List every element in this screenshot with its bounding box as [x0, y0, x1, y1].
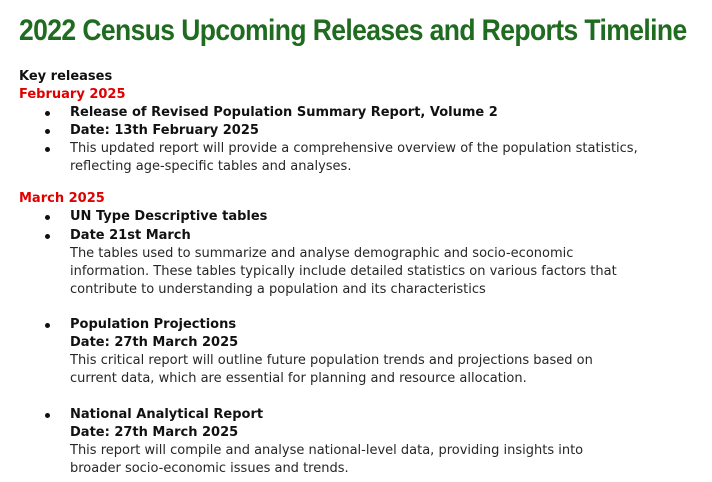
un-tables-description: contribute to understanding a population and its characteristics [70, 282, 486, 297]
bullet-icon [45, 215, 50, 220]
bullet-icon [45, 234, 50, 239]
projections-description: This critical report will outline future population trends and projections based on [70, 353, 593, 368]
un-tables-date: Date 21st March [70, 228, 191, 243]
bullet-icon [45, 413, 50, 418]
un-tables-title: UN Type Descriptive tables [70, 209, 268, 224]
un-tables-description: The tables used to summarize and analyse demographic and socio-economic [70, 246, 574, 261]
bullet-icon [45, 111, 50, 116]
release-date: Date: 13th February 2025 [70, 123, 259, 138]
national-report-title: National Analytical Report [70, 407, 264, 422]
projections-date: Date: 27th March 2025 [70, 335, 239, 350]
national-report-date: Date: 27th March 2025 [70, 425, 239, 440]
un-tables-description: information. These tables typically include detailed statistics on various factors that [70, 264, 617, 279]
release-description: This updated report will provide a comprehensive overview of the population statistics, [70, 141, 638, 156]
release-description: reflecting age-specific tables and analyses. [70, 159, 352, 174]
key-releases-label: Key releases [19, 69, 113, 84]
month-heading-february: February 2025 [19, 87, 126, 102]
national-report-description: This report will compile and analyse national-level data, providing insights into [70, 443, 584, 458]
bullet-icon [45, 129, 50, 134]
bullet-icon [45, 147, 50, 152]
release-title: Release of Revised Population Summary Report, Volume 2 [70, 105, 498, 120]
national-report-description: broader socio-economic issues and trends. [70, 461, 349, 476]
projections-description: current data, which are essential for planning and resource allocation. [70, 371, 527, 386]
month-heading-march: March 2025 [19, 191, 105, 206]
projections-title: Population Projections [70, 317, 237, 332]
bullet-icon [45, 323, 50, 328]
page-title: 2022 Census Upcoming Releases and Reports Timeline [19, 13, 687, 47]
